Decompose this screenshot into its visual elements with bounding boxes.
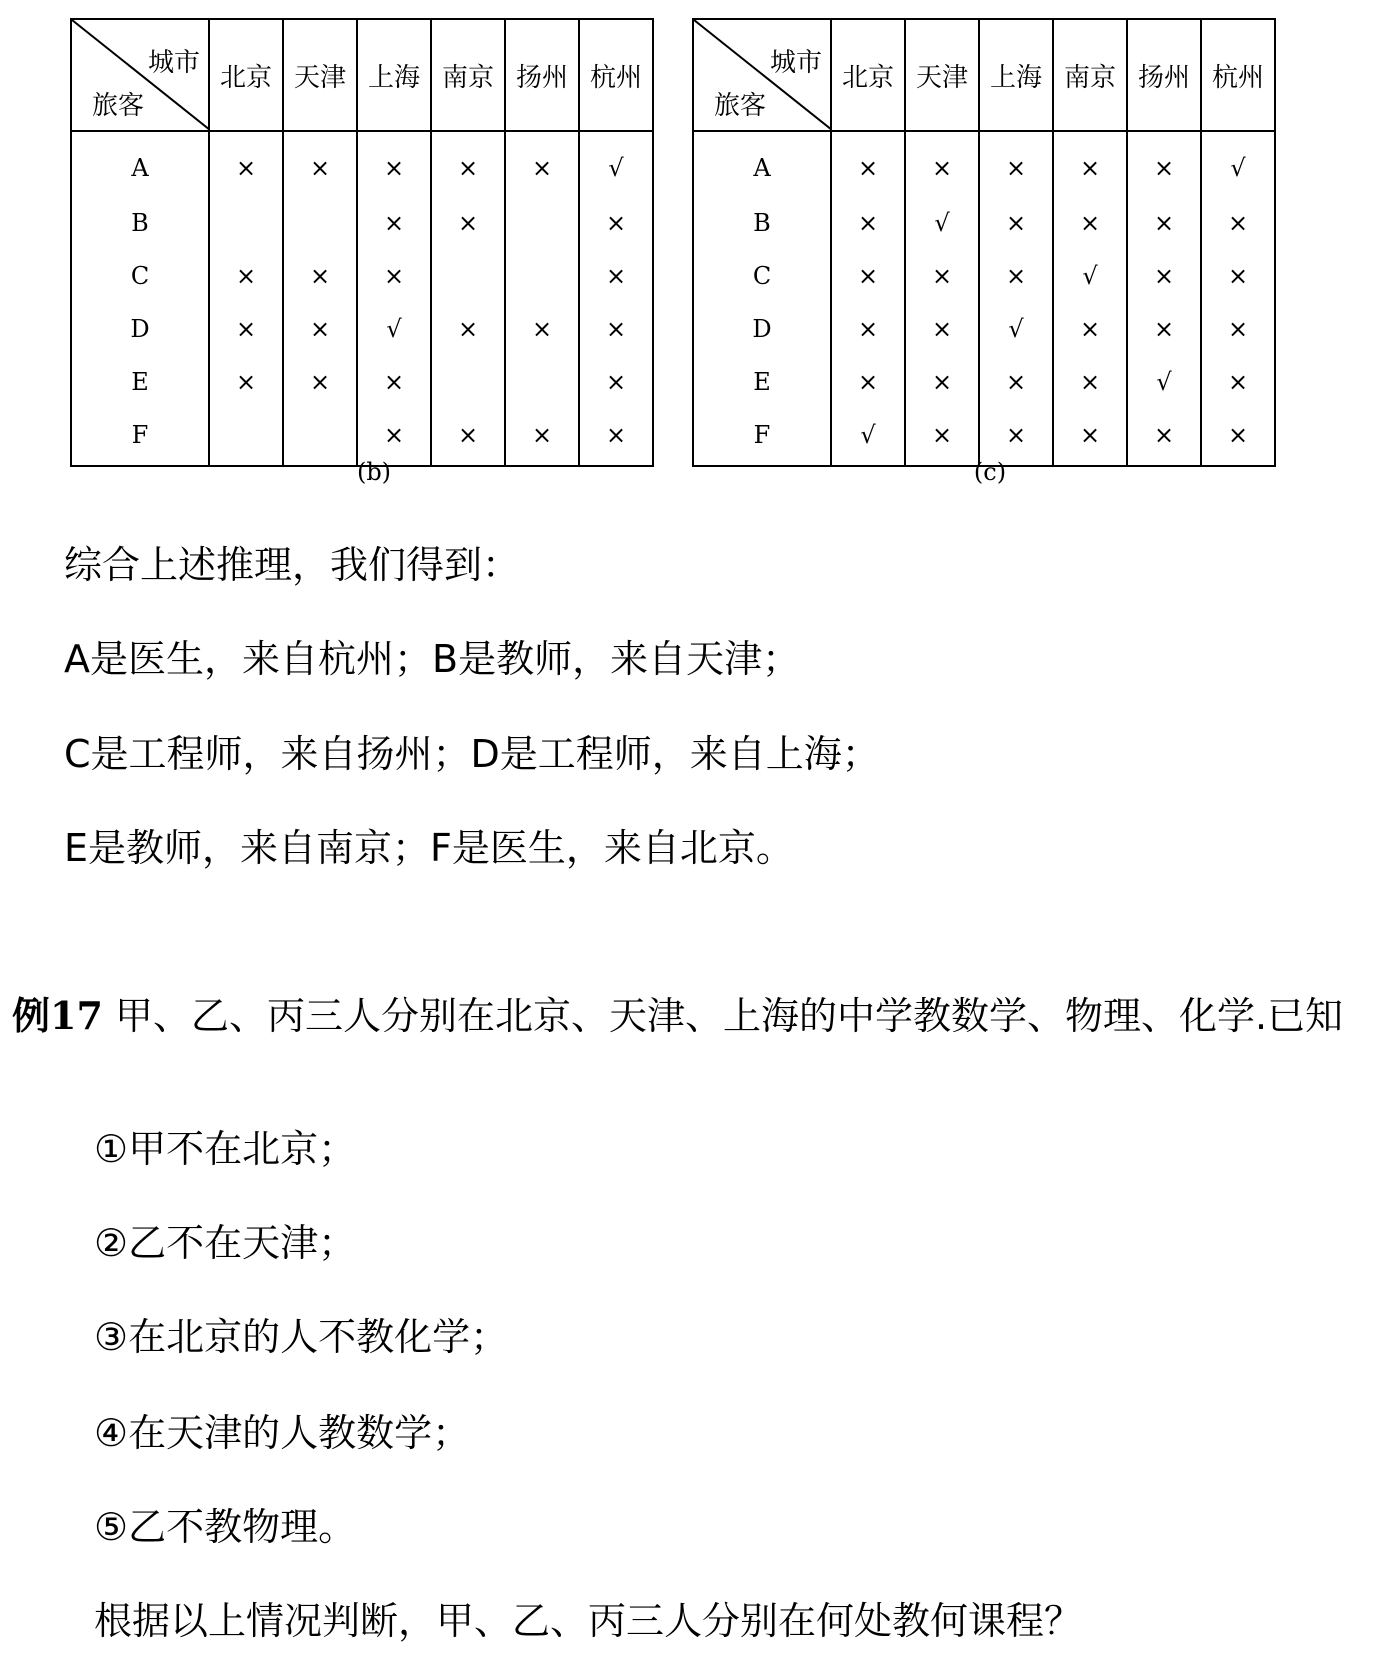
traveler-name: F <box>71 408 209 466</box>
conclusion-line-2: C是工程师，来自扬州；D是工程师，来自上海； <box>64 732 880 776</box>
table-row <box>71 302 653 355</box>
mark-cell <box>283 196 357 249</box>
mark-cell: × <box>979 408 1053 466</box>
city-header: 杭州 <box>579 19 653 131</box>
mark-cell: × <box>579 302 653 355</box>
mark-cell: × <box>1127 408 1201 466</box>
mark-cell: × <box>831 355 905 408</box>
mark-cell: √ <box>831 408 905 466</box>
traveler-name: B <box>693 196 831 249</box>
mark-cell: × <box>905 249 979 302</box>
mark-cell: × <box>1127 196 1201 249</box>
table-row <box>71 355 653 408</box>
traveler-name: E <box>693 355 831 408</box>
mark-cell: × <box>1127 302 1201 355</box>
mark-cell: √ <box>1127 355 1201 408</box>
corner-cell <box>693 19 831 131</box>
mark-cell <box>505 196 579 249</box>
mark-cell: × <box>209 302 283 355</box>
corner-label-traveler: 旅客 <box>92 91 145 121</box>
mark-cell: × <box>1201 196 1275 249</box>
corner-cell <box>71 19 209 131</box>
example-statement <box>12 985 1392 1040</box>
mark-cell: × <box>979 249 1053 302</box>
traveler-name: C <box>71 249 209 302</box>
table-row <box>693 131 1275 196</box>
mark-cell: × <box>1201 408 1275 466</box>
mark-cell: √ <box>357 302 431 355</box>
mark-cell: × <box>357 131 431 196</box>
table-c <box>692 18 1276 467</box>
mark-cell: × <box>431 408 505 466</box>
mark-cell: × <box>1201 302 1275 355</box>
mark-cell: × <box>283 249 357 302</box>
city-header: 北京 <box>209 19 283 131</box>
mark-cell: × <box>1053 302 1127 355</box>
mark-cell: × <box>905 302 979 355</box>
condition-4: ④在天津的人教数学； <box>94 1411 471 1455</box>
mark-cell: × <box>505 131 579 196</box>
mark-cell <box>431 355 505 408</box>
mark-cell: × <box>979 196 1053 249</box>
city-header: 北京 <box>831 19 905 131</box>
city-header: 上海 <box>357 19 431 131</box>
mark-cell <box>505 249 579 302</box>
mark-cell: × <box>357 355 431 408</box>
condition-5: ⑤乙不教物理。 <box>94 1505 357 1549</box>
mark-cell: × <box>1127 249 1201 302</box>
mark-cell: × <box>579 196 653 249</box>
city-header: 南京 <box>1053 19 1127 131</box>
city-header: 南京 <box>431 19 505 131</box>
mark-cell: × <box>905 131 979 196</box>
mark-cell: × <box>1201 249 1275 302</box>
example-text: 甲、乙、丙三人分别在北京、天津、上海的中学教数学、物理、化学.已知 <box>102 994 1344 1038</box>
mark-cell: × <box>831 249 905 302</box>
mark-cell: × <box>283 302 357 355</box>
conclusion-intro: 综合上述推理，我们得到： <box>64 543 521 587</box>
traveler-name: F <box>693 408 831 466</box>
city-header: 上海 <box>979 19 1053 131</box>
table-row <box>71 131 653 196</box>
corner-label-city: 城市 <box>147 48 200 78</box>
table-header-row <box>693 19 1275 131</box>
traveler-name: D <box>693 302 831 355</box>
conclusion-line-1: A是医生，来自杭州；B是教师，来自天津； <box>64 637 801 681</box>
mark-cell: × <box>283 131 357 196</box>
mark-cell <box>209 196 283 249</box>
mark-cell: √ <box>905 196 979 249</box>
mark-cell: × <box>579 355 653 408</box>
mark-cell: √ <box>979 302 1053 355</box>
table-row <box>693 355 1275 408</box>
table-c-container <box>692 18 1276 467</box>
table-row <box>693 302 1275 355</box>
traveler-name: E <box>71 355 209 408</box>
mark-cell: × <box>283 355 357 408</box>
city-header: 杭州 <box>1201 19 1275 131</box>
city-header: 扬州 <box>505 19 579 131</box>
mark-cell: × <box>431 302 505 355</box>
mark-cell: × <box>209 249 283 302</box>
mark-cell: × <box>579 408 653 466</box>
corner-label-traveler: 旅客 <box>714 91 767 121</box>
question-text: 根据以上情况判断，甲、乙、丙三人分别在何处教何课程？ <box>94 1599 1083 1643</box>
mark-cell: × <box>431 196 505 249</box>
mark-cell: × <box>209 355 283 408</box>
conclusion-line-3: E是教师，来自南京；F是医生，来自北京。 <box>64 826 794 870</box>
mark-cell: × <box>357 249 431 302</box>
mark-cell: × <box>1127 131 1201 196</box>
mark-cell: × <box>831 131 905 196</box>
mark-cell: × <box>431 131 505 196</box>
mark-cell: × <box>831 196 905 249</box>
mark-cell: × <box>579 249 653 302</box>
mark-cell: √ <box>1201 131 1275 196</box>
mark-cell: × <box>357 408 431 466</box>
mark-cell: × <box>831 302 905 355</box>
condition-2: ②乙不在天津； <box>94 1221 357 1265</box>
corner-label-city: 城市 <box>769 48 822 78</box>
traveler-name: A <box>71 131 209 196</box>
traveler-name: B <box>71 196 209 249</box>
mark-cell <box>505 355 579 408</box>
table-row <box>693 249 1275 302</box>
table-b <box>70 18 654 467</box>
mark-cell: √ <box>579 131 653 196</box>
table-row <box>71 249 653 302</box>
table-header-row <box>71 19 653 131</box>
mark-cell: × <box>505 408 579 466</box>
traveler-name: A <box>693 131 831 196</box>
condition-3: ③在北京的人不教化学； <box>94 1315 509 1359</box>
example-label: 例17 <box>12 993 103 1038</box>
city-header: 天津 <box>283 19 357 131</box>
mark-cell: × <box>1053 408 1127 466</box>
city-header: 扬州 <box>1127 19 1201 131</box>
mark-cell <box>431 249 505 302</box>
traveler-name: D <box>71 302 209 355</box>
table-b-container <box>70 18 654 467</box>
table-row <box>693 196 1275 249</box>
traveler-name: C <box>693 249 831 302</box>
mark-cell: × <box>905 408 979 466</box>
condition-1: ①甲不在北京； <box>94 1127 357 1171</box>
mark-cell: × <box>1053 131 1127 196</box>
mark-cell: × <box>1053 355 1127 408</box>
mark-cell: × <box>209 131 283 196</box>
mark-cell: × <box>979 355 1053 408</box>
mark-cell: × <box>1053 196 1127 249</box>
mark-cell: × <box>979 131 1053 196</box>
mark-cell: √ <box>1053 249 1127 302</box>
mark-cell: × <box>905 355 979 408</box>
table-c-caption: (c) <box>973 458 1007 486</box>
mark-cell: × <box>357 196 431 249</box>
mark-cell <box>283 408 357 466</box>
table-b-caption: (b) <box>356 458 392 486</box>
mark-cell <box>209 408 283 466</box>
city-header: 天津 <box>905 19 979 131</box>
mark-cell: × <box>505 302 579 355</box>
mark-cell: × <box>1201 355 1275 408</box>
table-row <box>71 196 653 249</box>
